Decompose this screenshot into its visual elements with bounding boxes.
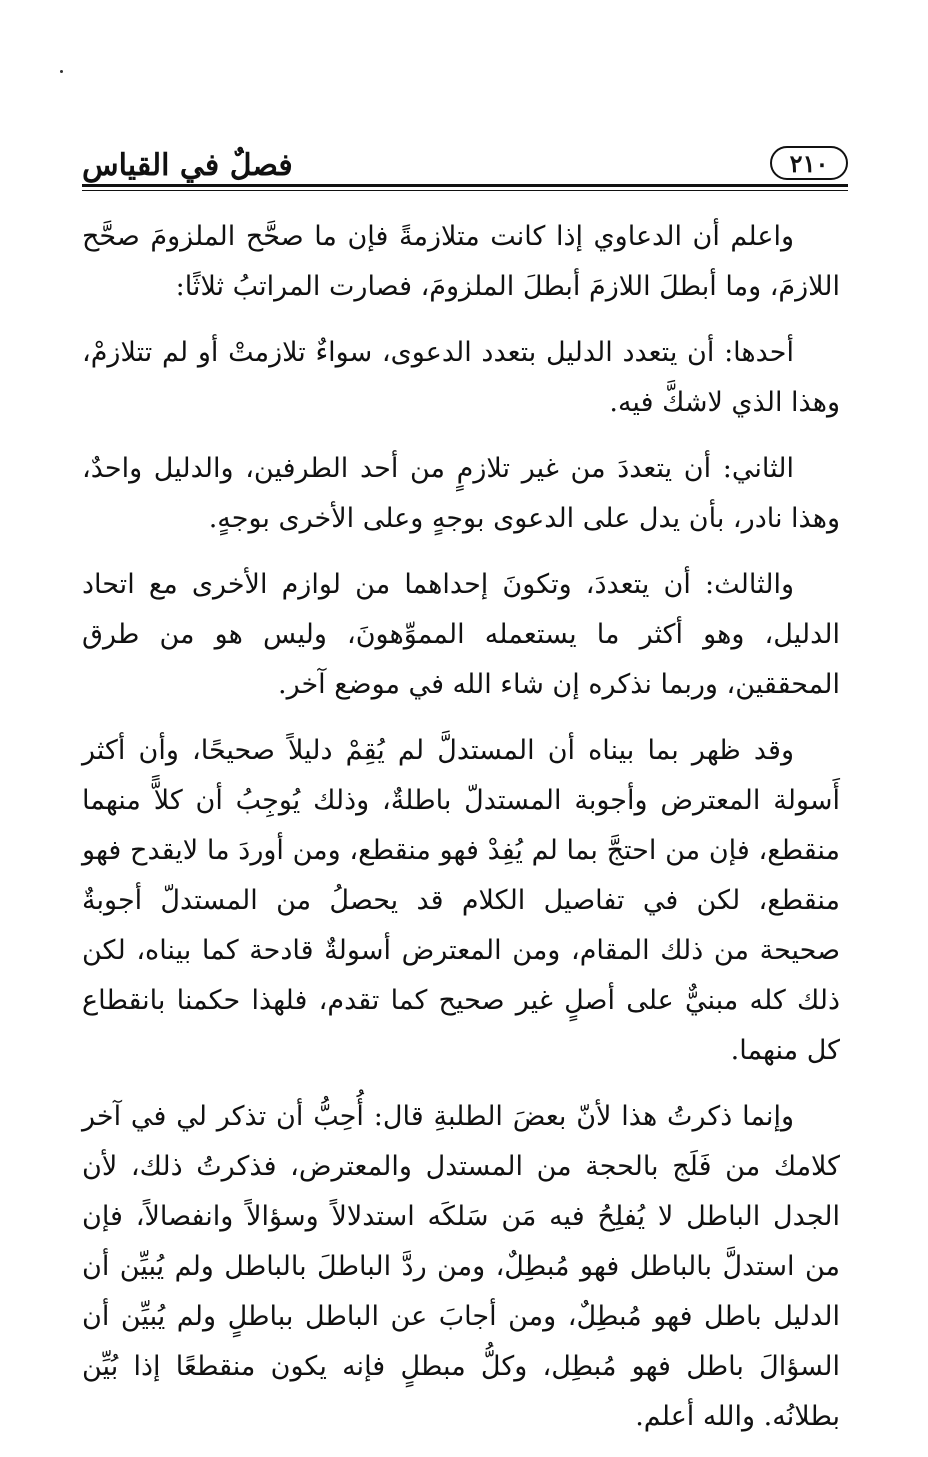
paragraph: الثاني: أن يتعددَ من غير تلازمٍ من أحد الطرفين، والدليل واحدٌ، وهذا نادر، بأن يدل على الدعوى بوجهٍ وعلى الأخرى بوجهٍ. bbox=[82, 453, 840, 534]
scan-speck bbox=[60, 70, 63, 73]
header-rule-thick bbox=[82, 184, 848, 187]
header-rule-thin bbox=[82, 190, 848, 191]
paragraph: وإنما ذكرتُ هذا لأنّ بعضَ الطلبةِ قال: أُحِبُّ أن تذكر لي في آخر كلامك من فَلَج بالحجة من المستدل والمعترض، فذكرتُ ذلك، لأن الجدل الباطل لا يُفلِحُ فيه مَن سَلكَه استدلالاً وسؤالاً وانفصالاً، فإن من استدلَّ بالباطل فهو مُبطِلٌ، ومن ردَّ الباطلَ بالباطل ولم يُبيِّن أن الدليل باطل فهو مُبطِلٌ، ومن أجابَ عن الباطل بباطلٍ ولم يُبيِّن أن السؤالَ باطل فهو مُبطِل، وكلُّ مبطلٍ فإنه يكون منقطعًا إذا بُيِّن بطلانُه. والله أعلم. bbox=[82, 1101, 840, 1432]
body-text bbox=[82, 212, 840, 1442]
page-number: ٢١٠ bbox=[789, 148, 829, 178]
page-number-badge bbox=[770, 146, 848, 180]
paragraph: والثالث: أن يتعددَ، وتكونَ إحداهما من لوازم الأخرى مع اتحاد الدليل، وهو أكثر ما يستعمله المموِّهونَ، وليس هو من طرق المحققين، وربما نذكره إن شاء الله في موضع آخر. bbox=[82, 569, 840, 700]
paragraph: وقد ظهر بما بيناه أن المستدلَّ لم يُقِمْ دليلاً صحيحًا، وأن أكثر أَسولة المعترض وأجوبة المستدلّ باطلةٌ، وذلك يُوجِبُ أن كلاًّ منهما منقطع، فإن من احتجَّ بما لم يُفِدْ فهو منقطع، ومن أوردَ ما لايقدح فهو منقطع، لكن في تفاصيل الكلام قد يحصلُ من المستدلّ أجوبةٌ صحيحة من ذلك المقام، ومن المعترض أسولةٌ قادحة كما بيناه، لكن ذلك كله مبنيٌّ على أصلٍ غير صحيح كما تقدم، فلهذا حكمنا بانقطاع كل منهما. bbox=[82, 735, 840, 1066]
paragraph: أحدها: أن يتعدد الدليل بتعدد الدعوى، سواءٌ تلازمتْ أو لم تتلازمْ، وهذا الذي لاشكَّ فيه. bbox=[82, 337, 840, 418]
paragraph: واعلم أن الدعاوي إذا كانت متلازمةً فإن ما صحَّح الملزومَ صحَّح اللازمَ، وما أبطلَ اللازمَ أبطلَ الملزومَ، فصارت المراتبُ ثلاثًا: bbox=[82, 221, 840, 302]
running-title: فصلٌ في القياس bbox=[82, 148, 293, 183]
page-header bbox=[82, 140, 848, 190]
